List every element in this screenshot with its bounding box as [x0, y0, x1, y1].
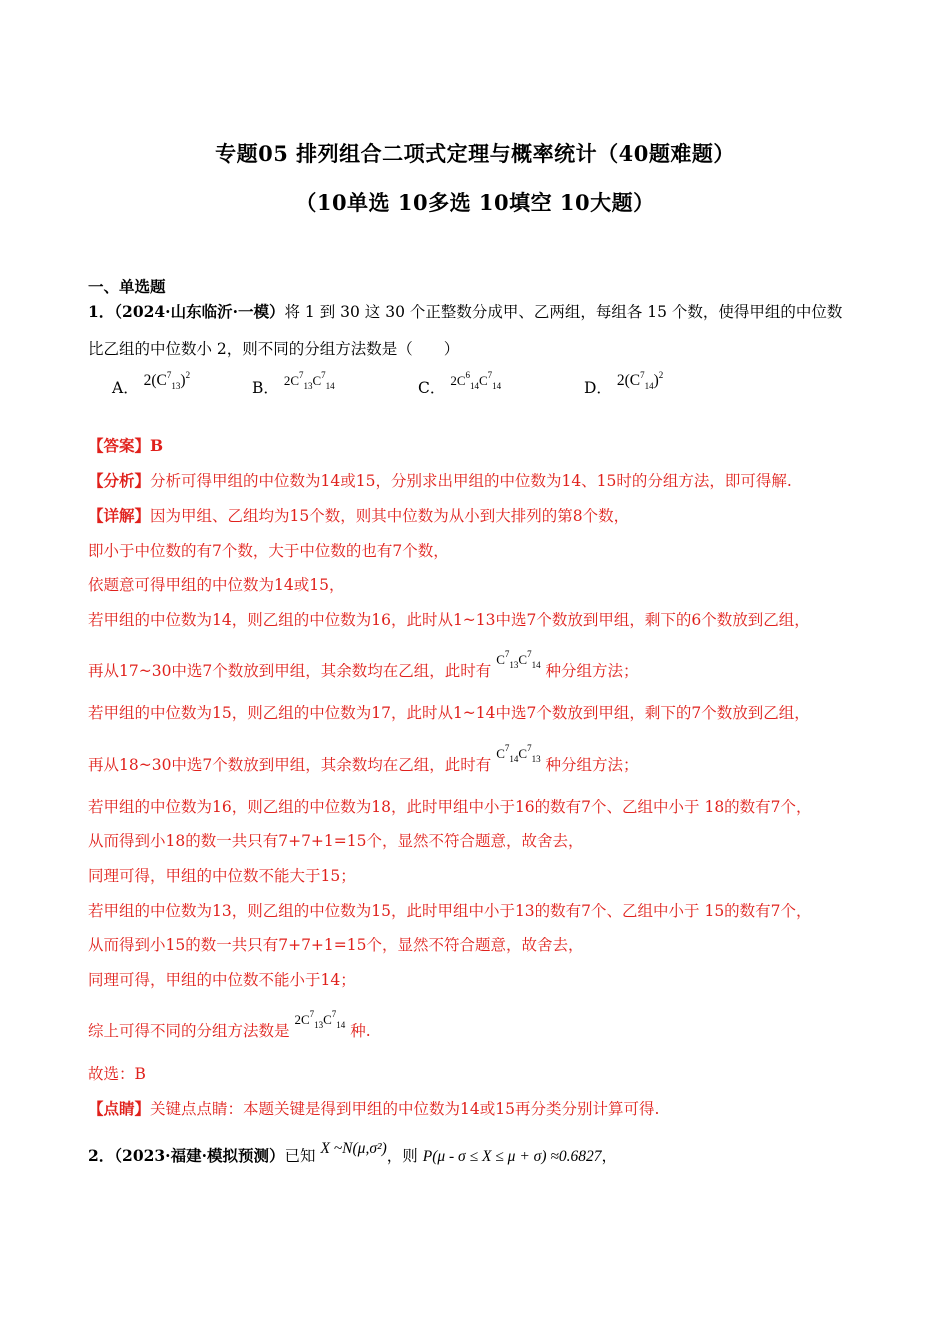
q2-formula-1: X ~N(μ,σ²) [320, 1140, 387, 1157]
q2-line-1 [88, 1140, 862, 1168]
detail-line-9: 从而得到小18的数一共只有7+7+1=15个，显然不符合题意，故舍去， [88, 832, 584, 850]
option-a-label: A． [112, 379, 139, 397]
combination-formula: C714C713 [496, 743, 541, 764]
section-heading: 一、单选题 [88, 277, 166, 296]
detail-line-11: 若甲组的中位数为13，则乙组的中位数为15，此时甲组中小于13的数有7个、乙组中小于 15的数有7个， [88, 902, 812, 920]
detail-line-3: 依题意可得甲组的中位数为14或15， [88, 576, 345, 594]
combination-formula: C713C714 [496, 649, 541, 670]
q2-number: 2． [88, 1146, 115, 1165]
q2-source: （2023·福建·模拟预测） [114, 1146, 285, 1165]
option-b-formula: 2C713C714 [283, 370, 335, 391]
answer-tag: 【答案】 [88, 436, 151, 455]
q1-line-1 [88, 301, 862, 323]
detail-line-7: 再从18~30中选7个数放到甲组，其余数均在乙组，此时有 $^{C^7_{14}C^7_{13}}$ 种分组方法； [88, 743, 639, 774]
detail-tag: 【详解】 [88, 506, 151, 525]
detail-line-12: 从而得到小15的数一共只有7+7+1=15个，显然不符合题意，故舍去， [88, 936, 584, 954]
option-b[interactable] [252, 370, 335, 399]
detail-line-4: 若甲组的中位数为14，则乙组的中位数为16，此时从1~13中选7个数放到甲组，剩下的6个数放到乙组， [88, 611, 810, 629]
option-d-formula: $2(C^7_{14})^2$ [616, 370, 664, 391]
detail-line-1 [88, 505, 862, 527]
analysis-text: 分析可得甲组的中位数为14或15，分别求出甲组的中位数为14、15时的分组方法，即可得解. [150, 472, 792, 490]
option-a-formula: $2(C^7_{13})^2$ [143, 370, 191, 391]
q1-text-b: 比乙组的中位数小 2，则不同的分组方法数是（ ） [88, 340, 460, 358]
option-d-label: D． [584, 379, 612, 397]
tip-tag: 【点睛】 [88, 1099, 151, 1118]
detail-line-14: 综上可得不同的分组方法数是 $^{2C^7_{13}C^7_{14}}$ 种. [88, 1009, 371, 1040]
conclusion-line: 故选：B [88, 1065, 146, 1083]
option-d[interactable] [584, 370, 664, 399]
detail-line-8: 若甲组的中位数为16，则乙组的中位数为18，此时甲组中小于16的数有7个、乙组中小于 18的数有7个， [88, 798, 812, 816]
combination-formula: 2C713C714 [294, 1009, 346, 1030]
detail-line-10: 同理可得，甲组的中位数不能大于15； [88, 867, 356, 885]
option-b-label: B． [252, 379, 279, 397]
option-a[interactable] [112, 370, 191, 399]
option-c[interactable] [418, 370, 502, 399]
analysis-line [88, 470, 862, 492]
q2-text-a: 已知 [284, 1147, 316, 1165]
detail-line-2: 即小于中位数的有7个数，大于中位数的也有7个数， [88, 542, 449, 560]
detail-line-5: 再从17~30中选7个数放到甲组，其余数均在乙组，此时有 $^{C^7_{13}C^7_{14}}$ 种分组方法； [88, 649, 639, 680]
option-c-label: C． [418, 379, 446, 397]
analysis-tag: 【分析】 [88, 471, 151, 490]
q2-formula-2: P(μ - σ ≤ X ≤ μ + σ) ≈0.6827 [422, 1148, 602, 1165]
q1-source: （2024·山东临沂·一模） [114, 302, 285, 321]
tip-line [88, 1098, 862, 1120]
document-title: 专题05 排列组合二项式定理与概率统计（40题难题） [215, 141, 735, 166]
q2-text-b: ，则 [386, 1147, 418, 1165]
answer-value: B [150, 436, 164, 455]
q1-number: 1． [88, 302, 115, 321]
answer-line [88, 435, 862, 457]
document-subtitle: （10单选 10多选 10填空 10大题） [295, 190, 655, 215]
detail-line-6: 若甲组的中位数为15，则乙组的中位数为17，此时从1~14中选7个数放到甲组，剩下的7个数放到乙组， [88, 704, 810, 722]
detail-line-13: 同理可得，甲组的中位数不能小于14； [88, 971, 356, 989]
detail-text-1: 因为甲组、乙组均为15个数，则其中位数为从小到大排列的第8个数， [150, 507, 630, 525]
tip-text: 关键点点睛：本题关键是得到甲组的中位数为14或15再分类分别计算可得. [150, 1100, 660, 1118]
option-c-formula: 2C614C714 [450, 370, 502, 391]
q1-text-a: 将 1 到 30 这 30 个正整数分成甲、乙两组，每组各 15 个数，使得甲组的中位数 [284, 303, 843, 321]
q2-text-c: ， [601, 1147, 617, 1165]
